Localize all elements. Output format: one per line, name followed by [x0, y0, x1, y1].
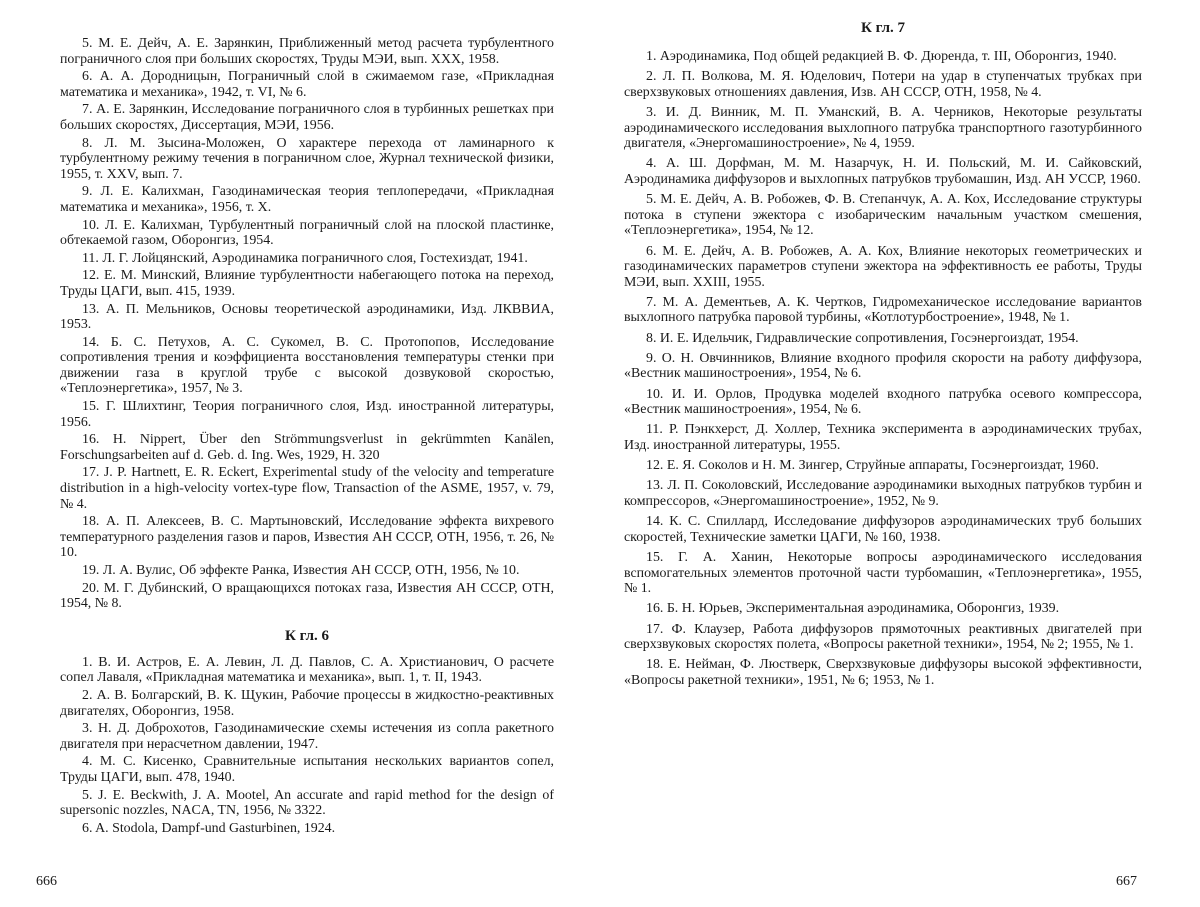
reference-entry: 4. А. Ш. Дорфман, М. М. Назарчук, Н. И. Польский, М. И. Сайковский, Аэродинамика диффузоров и выхлопных патрубков трубомашин, Изд. АН УССР, 1960. — [624, 156, 1142, 187]
reference-entry: 5. J. E. Beckwith, J. A. Mootel, An accurate and rapid method for the design of supersonic nozzles, NACA, TN, 1956, № 3322. — [60, 787, 554, 819]
reference-entry: 15. Г. А. Ханин, Некоторые вопросы аэродинамического исследования вспомогательных элементов проточной части турбомашин, «Теплоэнергетика», 1955, № 1. — [624, 549, 1142, 597]
reference-entry: 11. Л. Г. Лойцянский, Аэродинамика пограничного слоя, Гостехиздат, 1941. — [82, 250, 528, 266]
reference-entry: 8. Л. М. Зысина-Моложен, О характере перехода от ламинарного к турбулентному режиму течения в пограничном слое, Журнал технической физики, 1955, т. XXV, вып. 7. — [60, 135, 554, 182]
reference-entry: 18. А. П. Алексеев, В. С. Мартыновский, Исследование эффекта вихревого температурного разделения газов и паров, Известия АН СССР, ОТН, 1956, т. 26, № 10. — [60, 514, 554, 561]
reference-entry: 12. Е. М. Минский, Влияние турбулентности набегающего потока на переход, Труды ЦАГИ, вып. 415, 1939. — [60, 268, 554, 299]
reference-entry: 5. М. Е. Дейч, А. Е. Зарянкин, Приближенный метод расчета турбулентного пограничного слоя при больших скоростях, Труды МЭИ, вып. XXX, 1958. — [60, 36, 554, 67]
reference-entry: 11. Р. Пэнкхерст, Д. Холлер, Техника эксперимента в аэродинамических трубах, Изд. иностранной литературы, 1955. — [624, 422, 1142, 453]
reference-entry: 13. А. П. Мельников, Основы теоретической аэродинамики, Изд. ЛКВВИА, 1953. — [60, 301, 554, 333]
chapter-7-heading: К гл. 7 — [860, 20, 906, 36]
reference-entry: 7. А. Е. Зарянкин, Исследование пограничного слоя в турбинных решетках при больших скоростях, Диссертация, МЭИ, 1956. — [60, 102, 554, 133]
references-list-top — [60, 36, 554, 612]
reference-entry: 17. Ф. Клаузер, Работа диффузоров прямоточных реактивных двигателей при сверхзвуковых скоростях полета, «Вопросы ракетной техники», 1954, № 2; 1955, № 1. — [624, 621, 1142, 653]
reference-entry: 2. А. В. Болгарский, В. К. Щукин, Рабочие процессы в жидкостно-реактивных двигателях, Оборонгиз, 1958. — [60, 687, 554, 719]
reference-entry: 12. Е. Я. Соколов и Н. М. Зингер, Струйные аппараты, Госэнергоиздат, 1960. — [646, 458, 1099, 474]
reference-entry: 16. Б. Н. Юрьев, Экспериментальная аэродинамика, Оборонгиз, 1939. — [646, 601, 1060, 617]
references-list-ch7 — [624, 49, 1142, 688]
reference-entry: 19. Л. А. Вулис, Об эффекте Ранка, Известия АН СССР, ОТН, 1956, № 10. — [82, 563, 520, 578]
reference-entry: 10. И. И. Орлов, Продувка моделей входного патрубка осевого компрессора, «Вестник машиностроения», 1954, № 6. — [624, 386, 1142, 418]
reference-entry: 17. J. P. Hartnett, E. R. Eckert, Experimental study of the velocity and temperature distribution in a high-velocity vortex-type flow, Transaction of the ASME, 1957, v. 79, № 4. — [60, 465, 554, 512]
reference-entry: 5. М. Е. Дейч, А. В. Робожев, Ф. В. Степанчук, А. А. Кох, Исследование структуры потока в ступени эжектора с изобарическим начальным участком смешения, «Теплоэнергетика», 1954, № 12. — [624, 192, 1142, 239]
reference-entry: 6. М. Е. Дейч, А. В. Робожев, А. А. Кох, Влияние некоторых геометрических и газодинамических параметров ступени эжектора на эффективность ее работы, Труды МЭИ, вып. XXIII, 1955. — [624, 243, 1142, 290]
reference-entry: 13. Л. П. Соколовский, Исследование аэродинамики выходных патрубков турбин и компрессоров, «Энергомашиностроение», 1952, № 9. — [624, 478, 1142, 509]
reference-entry: 10. Л. Е. Калихман, Турбулентный пограничный слой на плоской пластинке, обтекаемой газом, Оборонгиз, 1954. — [60, 217, 554, 249]
page-number: 667 — [1116, 874, 1137, 889]
reference-entry: 3. И. Д. Винник, М. П. Уманский, В. А. Черников, Некоторые результаты аэродинамического исследования выхлопного патрубка транспортного газотурбинного двигателя, «Энергомашиностроение», № 4, 1959. — [624, 104, 1142, 152]
reference-entry: 8. И. Е. Идельчик, Гидравлические сопротивления, Госэнергоиздат, 1954. — [646, 330, 1079, 346]
reference-entry: 4. М. С. Кисенко, Сравнительные испытания нескольких вариантов сопел, Труды ЦАГИ, вып. 478, 1940. — [60, 754, 554, 785]
reference-entry: 2. Л. П. Волкова, М. Я. Юделович, Потери на удар в ступенчатых трубках при сверхзвуковых отношениях давления, Изв. АН СССР, ОТН, 1958, № 4. — [624, 69, 1142, 100]
reference-entry: 14. Б. С. Петухов, А. С. Сукомел, В. С. Протопопов, Исследование сопротивления трения и коэффициента восстановления температуры стенки при движении газа в круглой трубе с высокой дозвуковой скоростью, «Теплоэнергетика», 1957, № 3. — [60, 334, 554, 397]
reference-entry: 6. А. А. Дородницын, Пограничный слой в сжимаемом газе, «Прикладная математика и механика», 1942, т. VI, № 6. — [60, 69, 554, 100]
reference-entry: 7. М. А. Дементьев, А. К. Чертков, Гидромеханическое исследование вариантов выхлопного патрубка паровой турбины, «Котлотурбостроение», 1948, № 1. — [624, 294, 1142, 326]
chapter-6-heading: К гл. 6 — [284, 627, 330, 644]
reference-entry: 9. О. Н. Овчинников, Влияние входного профиля скорости на работу диффузора, «Вестник машиностроения», 1954, № 6. — [624, 350, 1142, 382]
reference-entry: 1. Аэродинамика, Под общей редакцией В. Ф. Дюренда, т. III, Оборонгиз, 1940. — [646, 49, 1117, 64]
reference-entry: 16. H. Nippert, Über den Strömmungsverlust in gekrümmten Kanälen, Forschungsarbeiten auf d. Geb. d. Ing. Wes, 1929, H. 320 — [60, 432, 554, 463]
reference-entry: 15. Г. Шлихтинг, Теория пограничного слоя, Изд. иностранной литературы, 1956. — [60, 399, 554, 430]
references-list-ch6 — [60, 655, 554, 837]
right-page — [600, 0, 1200, 907]
reference-entry: 3. Н. Д. Доброхотов, Газодинамические схемы истечения из сопла ракетного двигателя при нерасчетном давлении, 1947. — [60, 721, 554, 752]
reference-entry: 9. Л. Е. Калихман, Газодинамическая теория теплопередачи, «Прикладная математика и механика», 1956, т. X. — [60, 184, 554, 215]
reference-entry: 18. Е. Нейман, Ф. Люстверк, Сверхзвуковые диффузоры высокой эффективности, «Вопросы ракетной техники», 1951, № 6; 1953, № 1. — [624, 657, 1142, 688]
reference-entry: 14. К. С. Спиллард, Исследование диффузоров аэродинамических труб больших скоростей, Технические заметки ЦАГИ, № 160, 1938. — [624, 514, 1142, 545]
reference-entry: 20. М. Г. Дубинский, О вращающихся потоках газа, Известия АН СССР, ОТН, 1954, № 8. — [60, 580, 554, 612]
page-number: 666 — [36, 874, 57, 889]
reference-entry: 1. В. И. Астров, Е. А. Левин, Л. Д. Павлов, С. А. Христианович, О расчете сопел Лаваля, «Прикладная математика и механика», вып. 1, т. II, 1943. — [60, 654, 554, 686]
reference-entry: 6. A. Stodola, Dampf-und Gasturbinen, 1924. — [82, 820, 336, 836]
